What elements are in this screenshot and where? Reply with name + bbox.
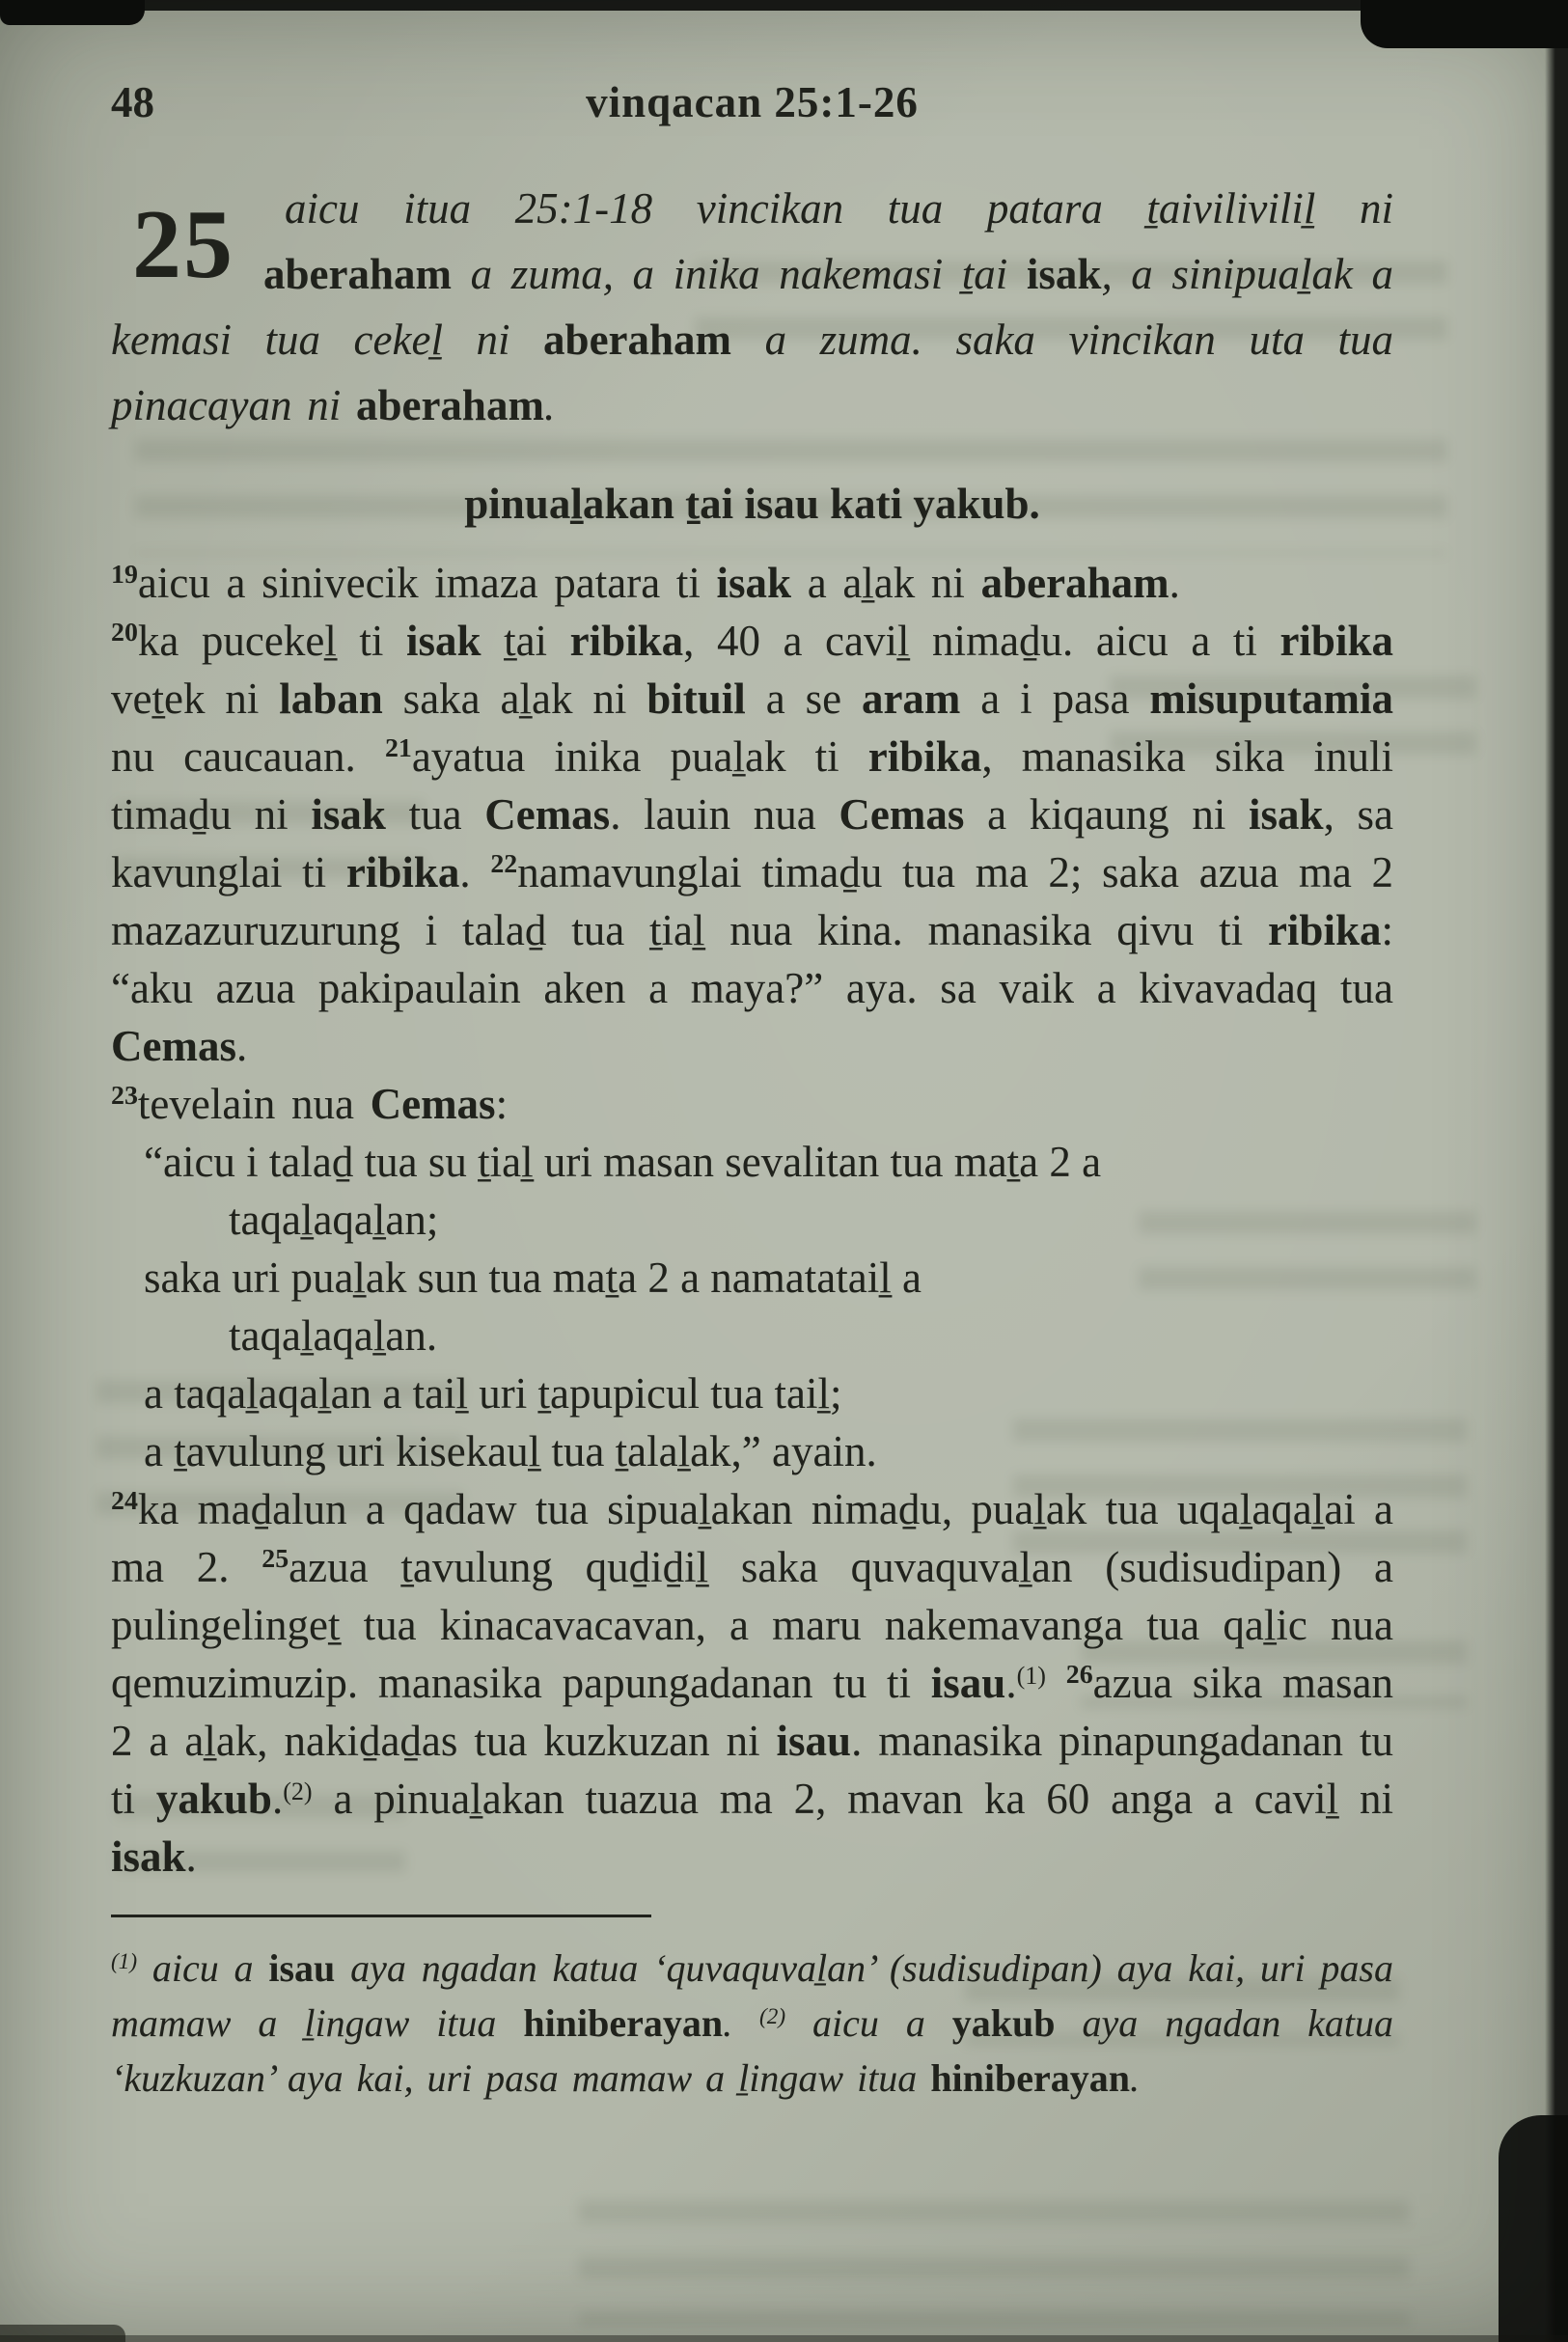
- poetry-line: taqaḻaqaḻan;: [229, 1196, 439, 1244]
- bleedthrough-smudge: [579, 2200, 1409, 2326]
- page-number: 48: [111, 78, 154, 126]
- poetry-block: [111, 1133, 1393, 1480]
- section-heading: pinuaḻakan ṯai isau kati yakub.: [464, 480, 1040, 528]
- scan-artifact-top-left-corner: [0, 0, 145, 25]
- poetry-line: taqaḻaqaḻan.: [229, 1311, 438, 1360]
- poetry-line: “aicu i talaḏ tua su ṯiaḻ uri masan sevalitan tua maṯa 2 a: [144, 1138, 1102, 1186]
- footnote-separator-rule: [111, 1915, 651, 1917]
- running-header: vinqacan 25:1-26: [586, 78, 919, 126]
- scan-artifact-right-edge: [1545, 0, 1568, 2342]
- verse-paragraph: $^{20}$ka pucekeḻ ti isak ṯai ribika, 40 a caviḻ nimaḏu. aicu a ti ribika veṯek ni laban saka aḻak ni bituil a se aram a i pasa misuputamia nu caucauan. $^{21}$ayatua inika puaḻak ti ribika, manasika sika inuli timaḏu ni isak tua Cemas. lauin nua Cemas a kiqaung ni isak, sa kavunglai ti ribika. $^{22}$namavunglai timaḏu tua ma 2; saka azua ma 2 mazazuruzurung i talaḏ tua ṯiaḻ nua kina. manasika qivu ti ribika: “aku azua pakipaulain aken a maya?” aya. sa vaik a kivavadaq tua Cemas.: [111, 617, 1394, 1070]
- verse-paragraph: $^{19}$aicu a sinivecik imaza patara ti isak a aḻak ni aberaham.: [111, 559, 1180, 607]
- page-header: [111, 77, 1393, 127]
- verse-paragraph: $^{24}$ka maḏalun a qadaw tua sipuaḻakan nimaḏu, puaḻak tua uqaḻaqaḻai a ma 2. $^{25}$azua ṯavulung quḏiḏiḻ saka quvaquvaḻan (sudisudipan) a pulingelingeṯ tua kinacavacavan, a maru nakemavanga tua qaḻic nua qemuzimuzip. manasika papungadanan tu ti isau.$^{(1)}$ $^{26}$azua sika masan 2 a aḻak, nakiḏaḏas tua kuzkuzan ni isau. manasika pinapungadanan tu ti yakub.$^{(2)}$ a pinuaḻakan tuazua ma 2, mavan ka 60 anga a caviḻ ni isak.: [111, 1485, 1394, 1881]
- footnote-text: $^{(1)}$ aicu a isau aya ngadan katua ‘quvaquvaḻan’ (sudisudipan) aya kai, uri pasa mamaw a ḻingaw itua hiniberayan. $^{(2)}$ aicu a yakub aya ngadan katua ‘kuzkuzan’ aya kai, uri pasa mamaw a ḻingaw itua hiniberayan.: [111, 1946, 1394, 2100]
- poetry-line: a taqaḻaqaḻan a taiḻ uri ṯapupicul tua taiḻ;: [144, 1369, 842, 1418]
- content-area: [111, 176, 1393, 1886]
- chapter-intro-text: 25 aicu itua 25:1-18 vincikan tua patara ṯaiviliviliḻ ni aberaham a zuma, a inika nakemasi ṯai isak, a sinipuaḻak a kemasi tua cekeḻ ni aberaham a zuma. saka vincikan uta tua pinacayan ni aberaham.: [111, 184, 1393, 429]
- scan-artifact-top-edge: [0, 0, 1568, 11]
- verse-paragraph: $^{23}$tevelain nua Cemas:: [111, 1080, 509, 1128]
- scan-artifact-top-right-corner: [1361, 0, 1568, 48]
- footnotes: [111, 1941, 1393, 2106]
- scan-artifact-bottom-right-corner: [1499, 2115, 1568, 2342]
- chapter-number: 25: [132, 190, 234, 299]
- scan-artifact-bottom-left-corner: [0, 2325, 125, 2342]
- poetry-line: a ṯavulung uri kisekauḻ tua ṯalaḻak,” ayain.: [144, 1427, 877, 1475]
- poetry-line: saka uri puaḻak sun tua maṯa 2 a namatataiḻ a: [144, 1254, 922, 1302]
- scan-artifact-bottom-edge: [0, 2335, 1568, 2342]
